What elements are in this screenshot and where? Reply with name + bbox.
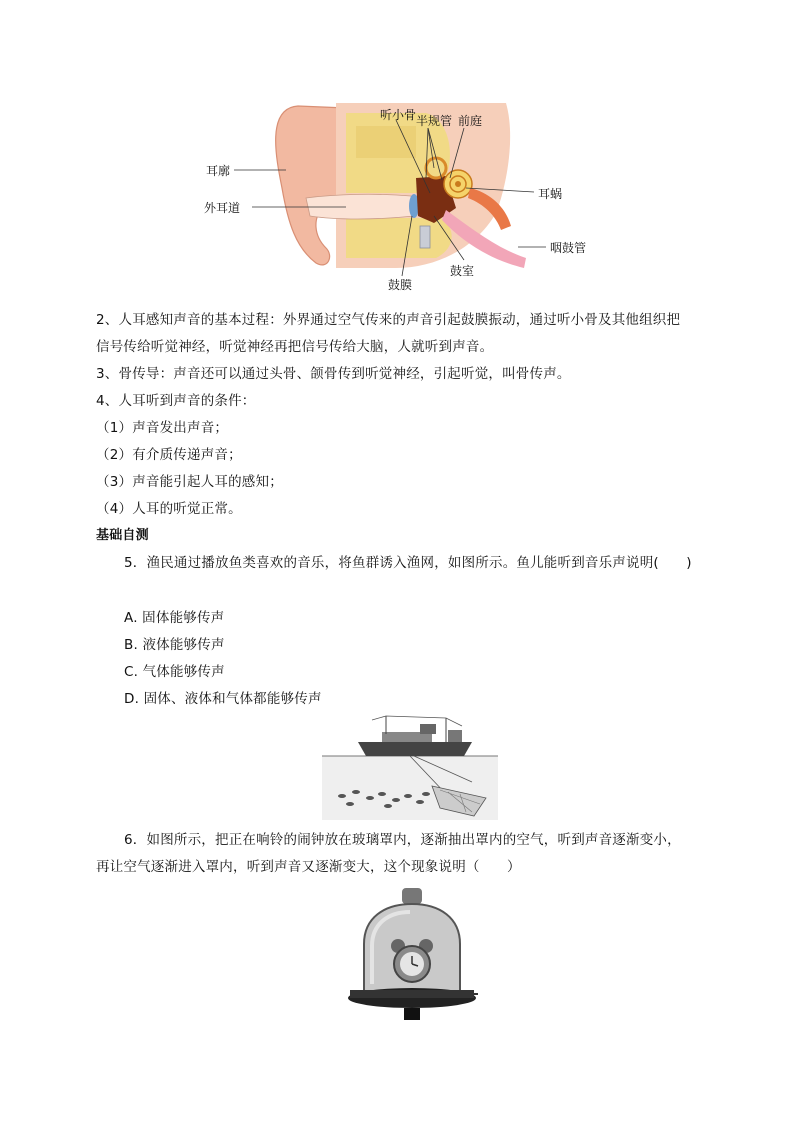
section-heading: 基础自测 xyxy=(96,528,149,543)
question-5-option-c[interactable]: C. 气体能够传声 xyxy=(124,664,225,680)
condition-4: （4）人耳的听觉正常。 xyxy=(96,501,242,517)
question-5-option-a[interactable]: A. 固体能够传声 xyxy=(124,610,225,626)
paragraph-3: 3、骨传导：声音还可以通过头骨、颌骨传到听觉神经，引起听觉，叫骨传声。 xyxy=(96,366,571,382)
label-semicircular-canals: 半规管 xyxy=(416,114,453,128)
question-6-stem-line-2: 再让空气逐渐进入罩内，听到声音又逐渐变大，这个现象说明（ ） xyxy=(96,859,521,875)
label-ossicles: 听小骨 xyxy=(380,108,417,122)
question-5-stem: 5．渔民通过播放鱼类喜欢的音乐，将鱼群诱入渔网，如图所示。鱼儿能听到音乐声说明( ) xyxy=(124,555,692,571)
label-eustachian-tube: 咽鼓管 xyxy=(550,241,587,255)
paragraph-2-line-1: 2、人耳感知声音的基本过程：外界通过空气传来的声音引起鼓膜振动，通过听小骨及其他组织把 xyxy=(96,312,681,328)
condition-1: （1）声音发出声音； xyxy=(96,420,229,436)
question-5-option-b[interactable]: B. 液体能够传声 xyxy=(124,637,225,653)
paragraph-2-line-2: 信号传给听觉神经，听觉神经再把信号传给大脑，人就听到声音。 xyxy=(96,339,494,355)
ear-diagram xyxy=(206,98,596,290)
bell-jar-illustration xyxy=(344,884,480,1022)
condition-3: （3）声音能引起人耳的感知； xyxy=(96,474,283,490)
label-cochlea: 耳蜗 xyxy=(538,187,563,201)
question-5-option-d[interactable]: D. 固体、液体和气体都能够传声 xyxy=(124,691,322,707)
condition-2: （2）有介质传递声音； xyxy=(96,447,242,463)
label-tympanic-cavity: 鼓室 xyxy=(450,264,475,278)
fishing-boat-illustration xyxy=(322,712,498,820)
label-ear-canal: 外耳道 xyxy=(204,201,241,215)
bell-jar-figure xyxy=(344,884,480,1022)
paragraph-4: 4、人耳听到声音的条件： xyxy=(96,393,256,409)
label-vestibule: 前庭 xyxy=(458,114,483,128)
question-6-stem-line-1: 6．如图所示，把正在响铃的闹钟放在玻璃罩内，逐渐抽出罩内的空气，听到声音逐渐变小， xyxy=(124,832,681,848)
label-eardrum: 鼓膜 xyxy=(388,278,413,292)
fishing-boat-figure xyxy=(322,712,498,820)
label-auricle: 耳廓 xyxy=(206,164,231,178)
